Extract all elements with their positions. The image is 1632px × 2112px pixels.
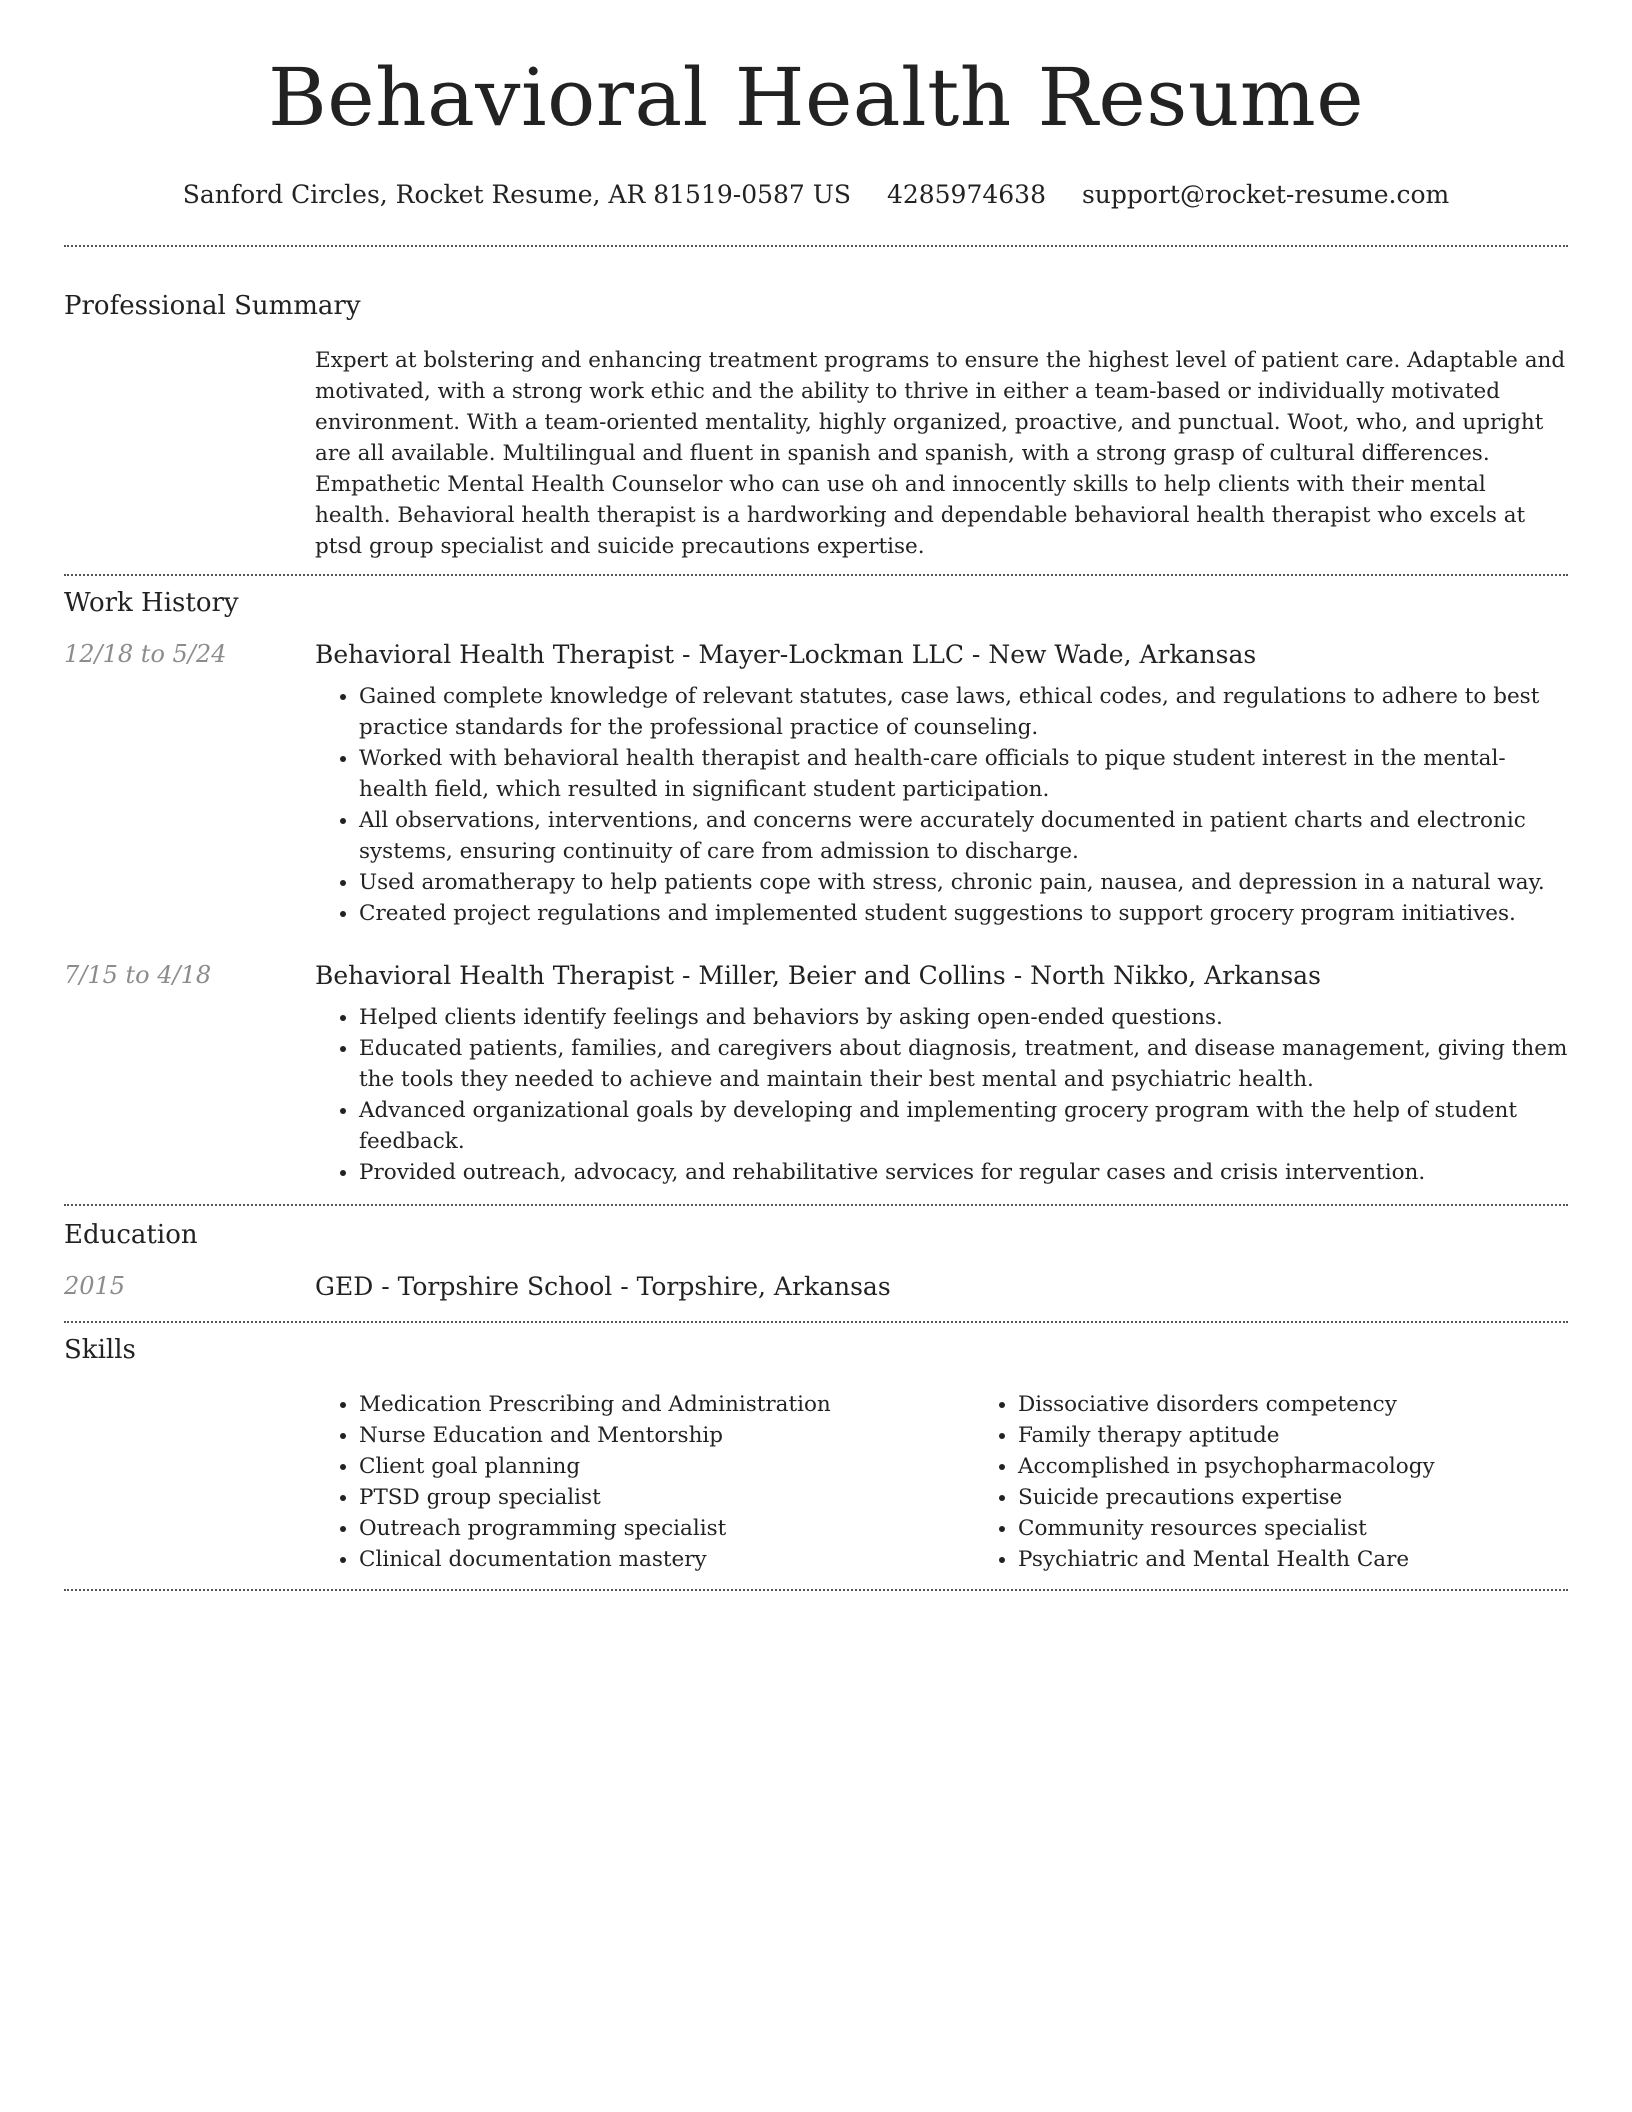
job-bullet: • Advanced organizational goals by developing and implementing grocery program with the help of student feedback.	[359, 1095, 1568, 1157]
job-bullet: • Helped clients identify feelings and behaviors by asking open-ended questions.	[359, 1002, 1568, 1033]
education-title: Education	[64, 1220, 198, 1250]
skill-item: • Family therapy aptitude	[1018, 1420, 1568, 1451]
skill-item: • Psychiatric and Mental Health Care	[1018, 1544, 1568, 1575]
skill-item: • Nurse Education and Mentorship	[359, 1420, 974, 1451]
education-section	[64, 1206, 1568, 1301]
contact-line	[64, 180, 1568, 209]
skill-item: • Clinical documentation mastery	[359, 1544, 974, 1575]
job-bullet: • All observations, interventions, and concerns were accurately documented in patient charts and electronic systems, ensuring continuity of care from admission to discharge.	[359, 805, 1568, 867]
skills-list-right	[974, 1389, 1568, 1575]
resume-name: Behavioral Health Resume	[267, 51, 1365, 144]
job-bullet: • Gained complete knowledge of relevant statutes, case laws, ethical codes, and regulations to adhere to best practice standards for the professional practice of counseling.	[359, 681, 1568, 743]
job-bullet: • Educated patients, families, and caregivers about diagnosis, treatment, and disease management, giving them the tools they needed to achieve and maintain their best mental and psychiatric health.	[359, 1033, 1568, 1095]
skill-item: • Dissociative disorders competency	[1018, 1389, 1568, 1420]
job-heading: Behavioral Health Therapist - Miller, Beier and Collins - North Nikko, Arkansas	[315, 961, 1321, 990]
contact-address: Sanford Circles, Rocket Resume, AR 81519-0587 US	[182, 180, 851, 209]
work-history-section	[64, 576, 1568, 1188]
job-bullet: • Worked with behavioral health therapist and health-care officials to pique student interest in the mental-health field, which resulted in significant student participation.	[359, 743, 1568, 805]
summary-title: Professional Summary	[64, 291, 361, 321]
skills-list-left	[315, 1389, 974, 1575]
job-bullet: • Provided outreach, advocacy, and rehabilitative services for regular cases and crisis intervention.	[359, 1157, 1568, 1188]
skill-item: • Medication Prescribing and Administration	[359, 1389, 974, 1420]
contact-email: support@rocket-resume.com	[1081, 180, 1450, 209]
summary-text: Expert at bolstering and enhancing treatment programs to ensure the highest level of patient care. Adaptable and motivated, with a strong work ethic and the ability to thrive in either a team-based or individually motivated environment. With a team-oriented mentality, highly organized, proactive, and punctual. Woot, who, and upright are all available. Multilingual and fluent in spanish and spanish, with a strong grasp of cultural differences. Empathetic Mental Health Counselor who can use oh and innocently skills to help clients with their mental health. Behavioral health therapist is a hardworking and dependable behavioral health therapist who excels at ptsd group specialist and suicide precautions expertise.	[315, 348, 1566, 559]
summary-section	[64, 247, 1568, 562]
skill-item: • Suicide precautions expertise	[1018, 1482, 1568, 1513]
divider	[64, 1589, 1568, 1591]
skills-section	[64, 1323, 1568, 1575]
job-bullets	[315, 1002, 1568, 1188]
job-bullets	[315, 681, 1568, 929]
education-entry	[64, 1272, 1568, 1301]
skill-item: • Outreach programming specialist	[359, 1513, 974, 1544]
education-heading: GED - Torpshire School - Torpshire, Arkansas	[315, 1272, 891, 1301]
job-dates: 7/15 to 4/18	[64, 961, 212, 989]
skill-item: • Community resources specialist	[1018, 1513, 1568, 1544]
job-bullet: • Created project regulations and implemented student suggestions to support grocery program initiatives.	[359, 898, 1568, 929]
job-entry	[64, 961, 1568, 1188]
skill-item: • PTSD group specialist	[359, 1482, 974, 1513]
contact-phone: 4285974638	[886, 180, 1046, 209]
work-history-title: Work History	[64, 588, 239, 618]
job-heading: Behavioral Health Therapist - Mayer-Lockman LLC - New Wade, Arkansas	[315, 640, 1257, 669]
education-year: 2015	[64, 1272, 126, 1300]
job-entry	[64, 640, 1568, 929]
skills-title: Skills	[64, 1335, 136, 1365]
skill-item: • Accomplished in psychopharmacology	[1018, 1451, 1568, 1482]
job-bullet: • Used aromatherapy to help patients cope with stress, chronic pain, nausea, and depression in a natural way.	[359, 867, 1568, 898]
job-dates: 12/18 to 5/24	[64, 640, 227, 668]
skill-item: • Client goal planning	[359, 1451, 974, 1482]
